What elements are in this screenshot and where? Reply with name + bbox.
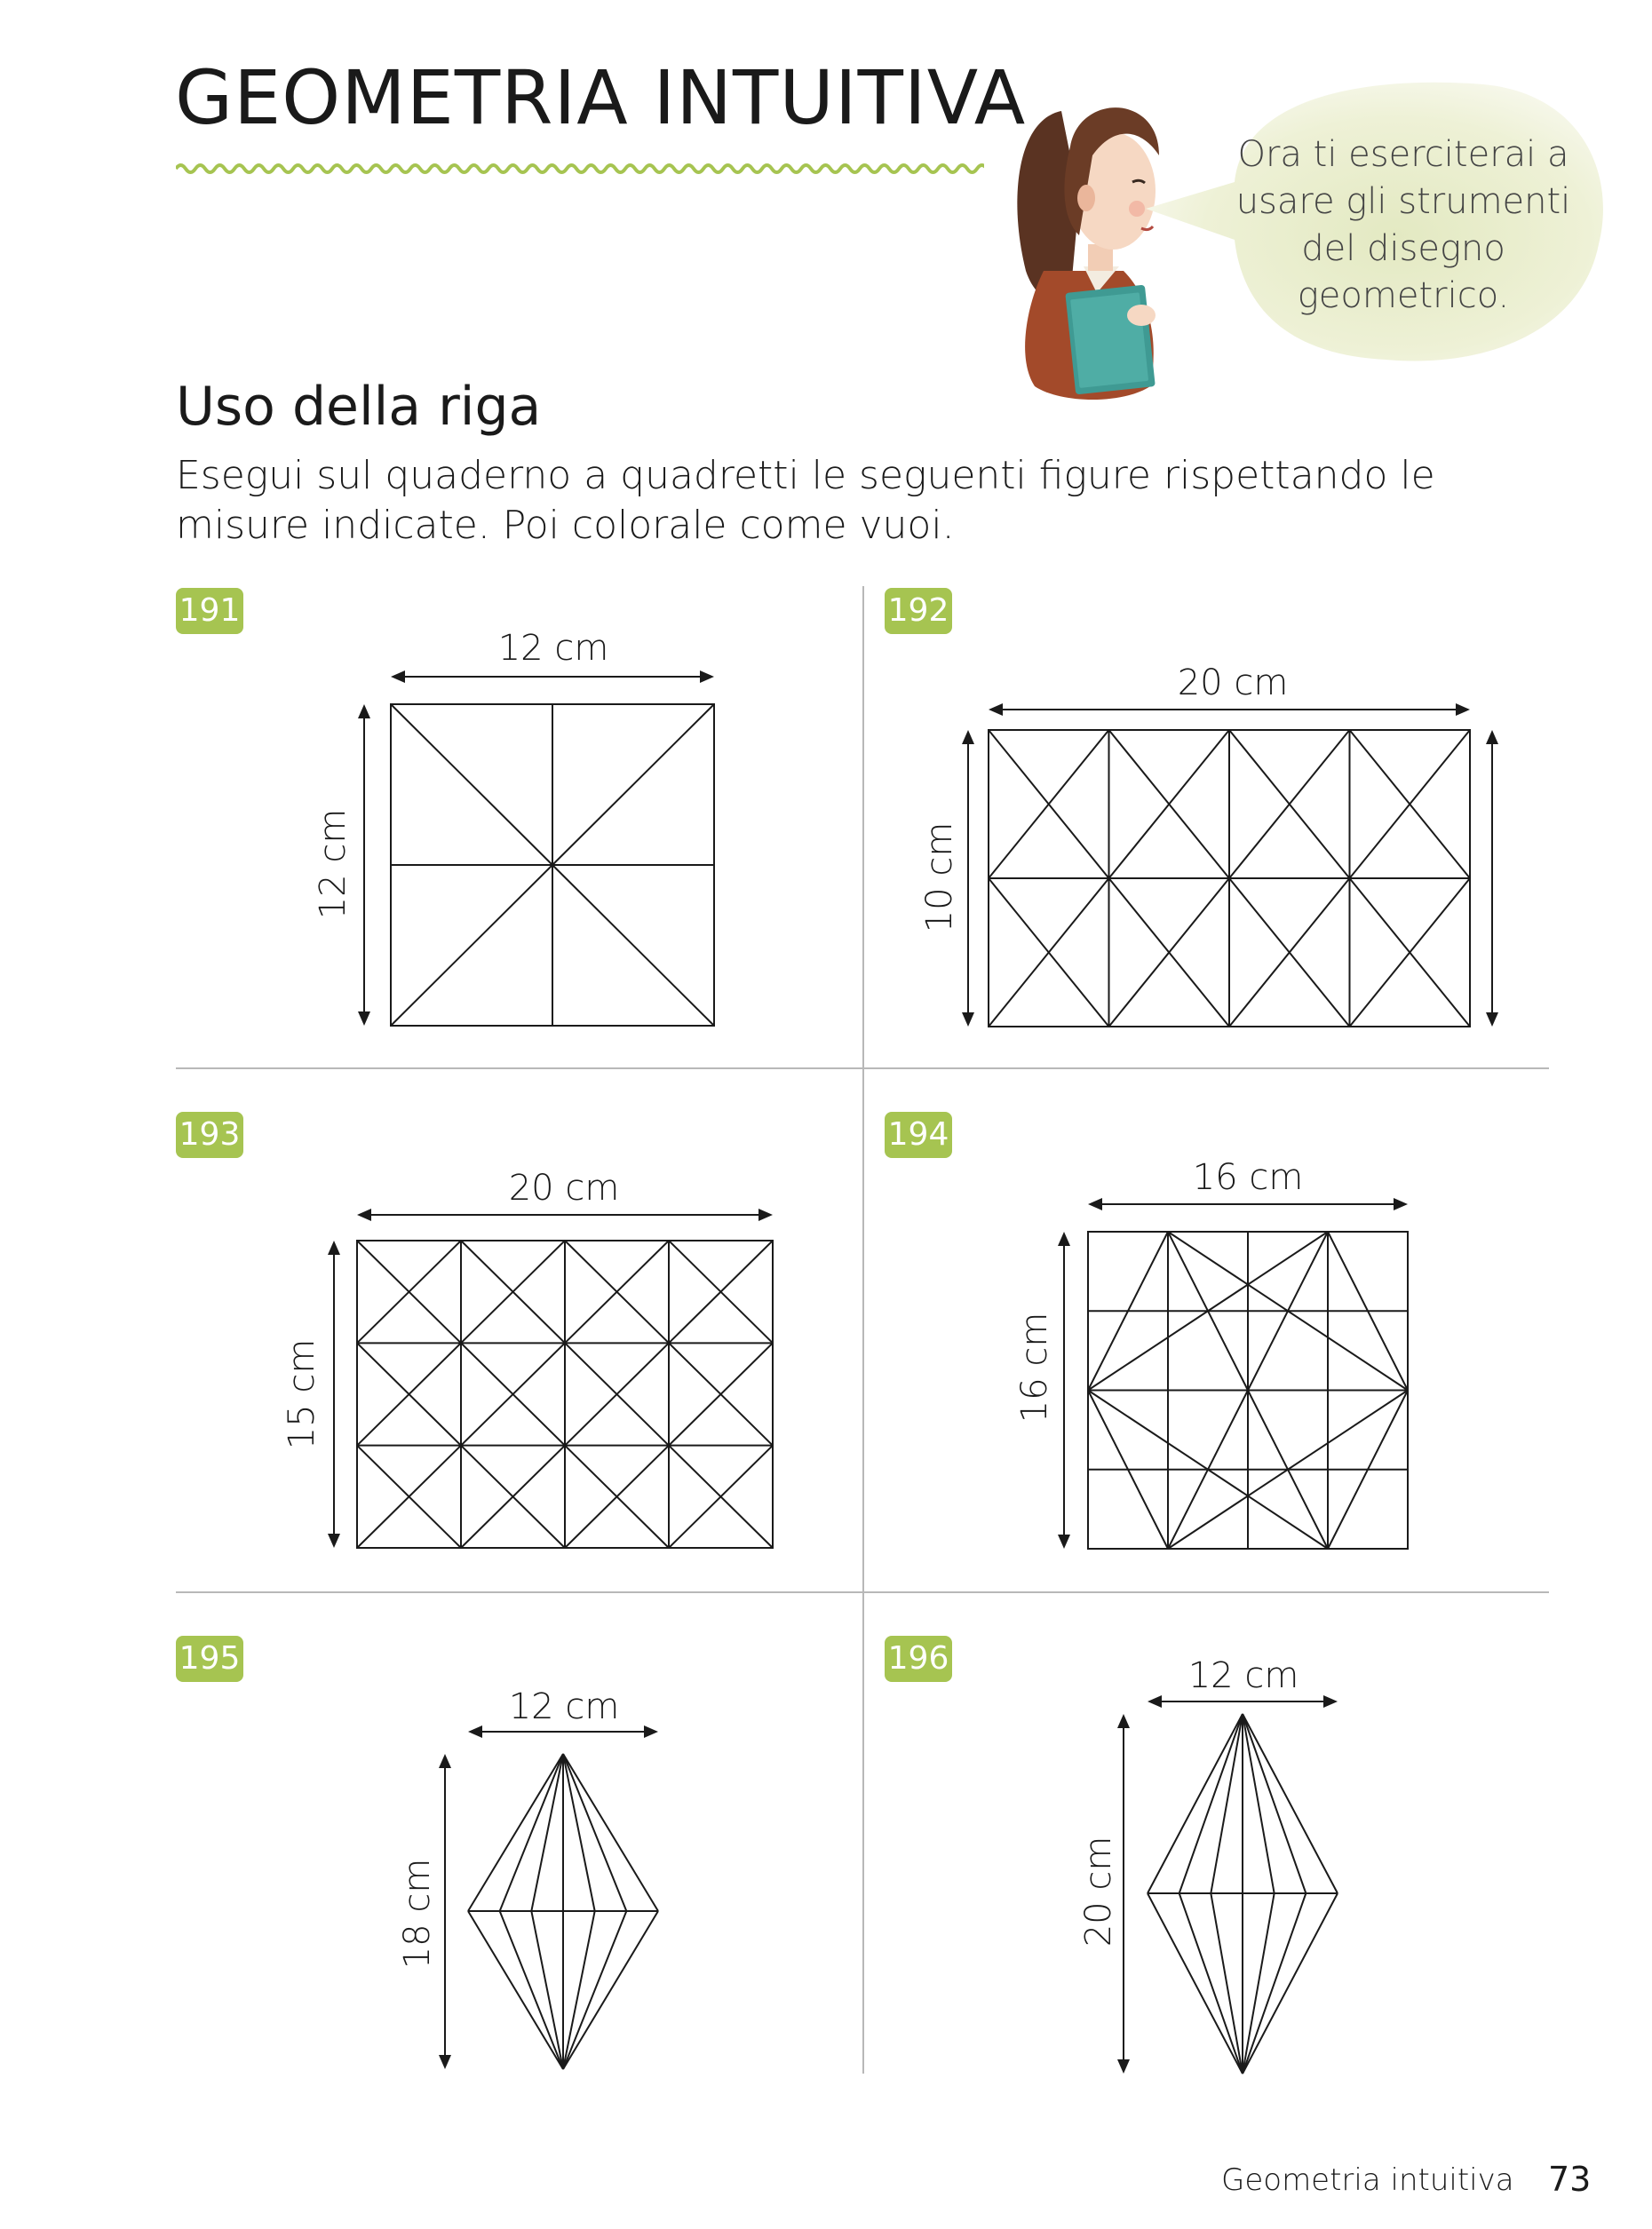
exercise-number-badge: 191	[176, 588, 243, 634]
grid-divider-horizontal-1	[176, 1067, 1549, 1069]
exercise-number-badge: 195	[176, 1636, 243, 1682]
width-label: 12 cm	[508, 1686, 620, 1727]
title-wavy-underline	[176, 160, 984, 178]
instructions: Esegui sul quaderno a quadretti le seguenti figure rispettando le misure indicate. Poi colorale come vuoi.	[176, 453, 1435, 548]
height-label: 10 cm	[919, 821, 960, 933]
page-title: GEOMETRIA INTUITIVA	[175, 54, 1027, 141]
width-label: 20 cm	[508, 1168, 620, 1209]
width-label: 20 cm	[1177, 662, 1289, 703]
height-label: 18 cm	[397, 1858, 438, 1970]
height-label: 20 cm	[1078, 1836, 1119, 1947]
width-label: 12 cm	[497, 628, 609, 669]
width-label: 12 cm	[1187, 1655, 1299, 1696]
grid-divider-vertical	[862, 586, 864, 2074]
exercise-number-badge: 196	[885, 1636, 952, 1682]
section-subtitle: Uso della riga	[176, 376, 542, 438]
page-number: 73	[1548, 2160, 1592, 2199]
footer-section-label: Geometria intuitiva	[1221, 2162, 1514, 2198]
exercise-number-badge: 193	[176, 1112, 243, 1158]
height-label: 15 cm	[282, 1338, 322, 1450]
speech-bubble-text: Ora ti eserciterai a usare gli strumenti del disegno geometrico.	[1235, 134, 1571, 316]
height-label: 12 cm	[313, 808, 353, 920]
exercise-number-badge: 194	[885, 1112, 952, 1158]
width-label: 16 cm	[1192, 1157, 1304, 1198]
height-label: 16 cm	[1014, 1312, 1055, 1424]
exercise-number-badge: 192	[885, 588, 952, 634]
grid-divider-horizontal-2	[176, 1591, 1549, 1593]
